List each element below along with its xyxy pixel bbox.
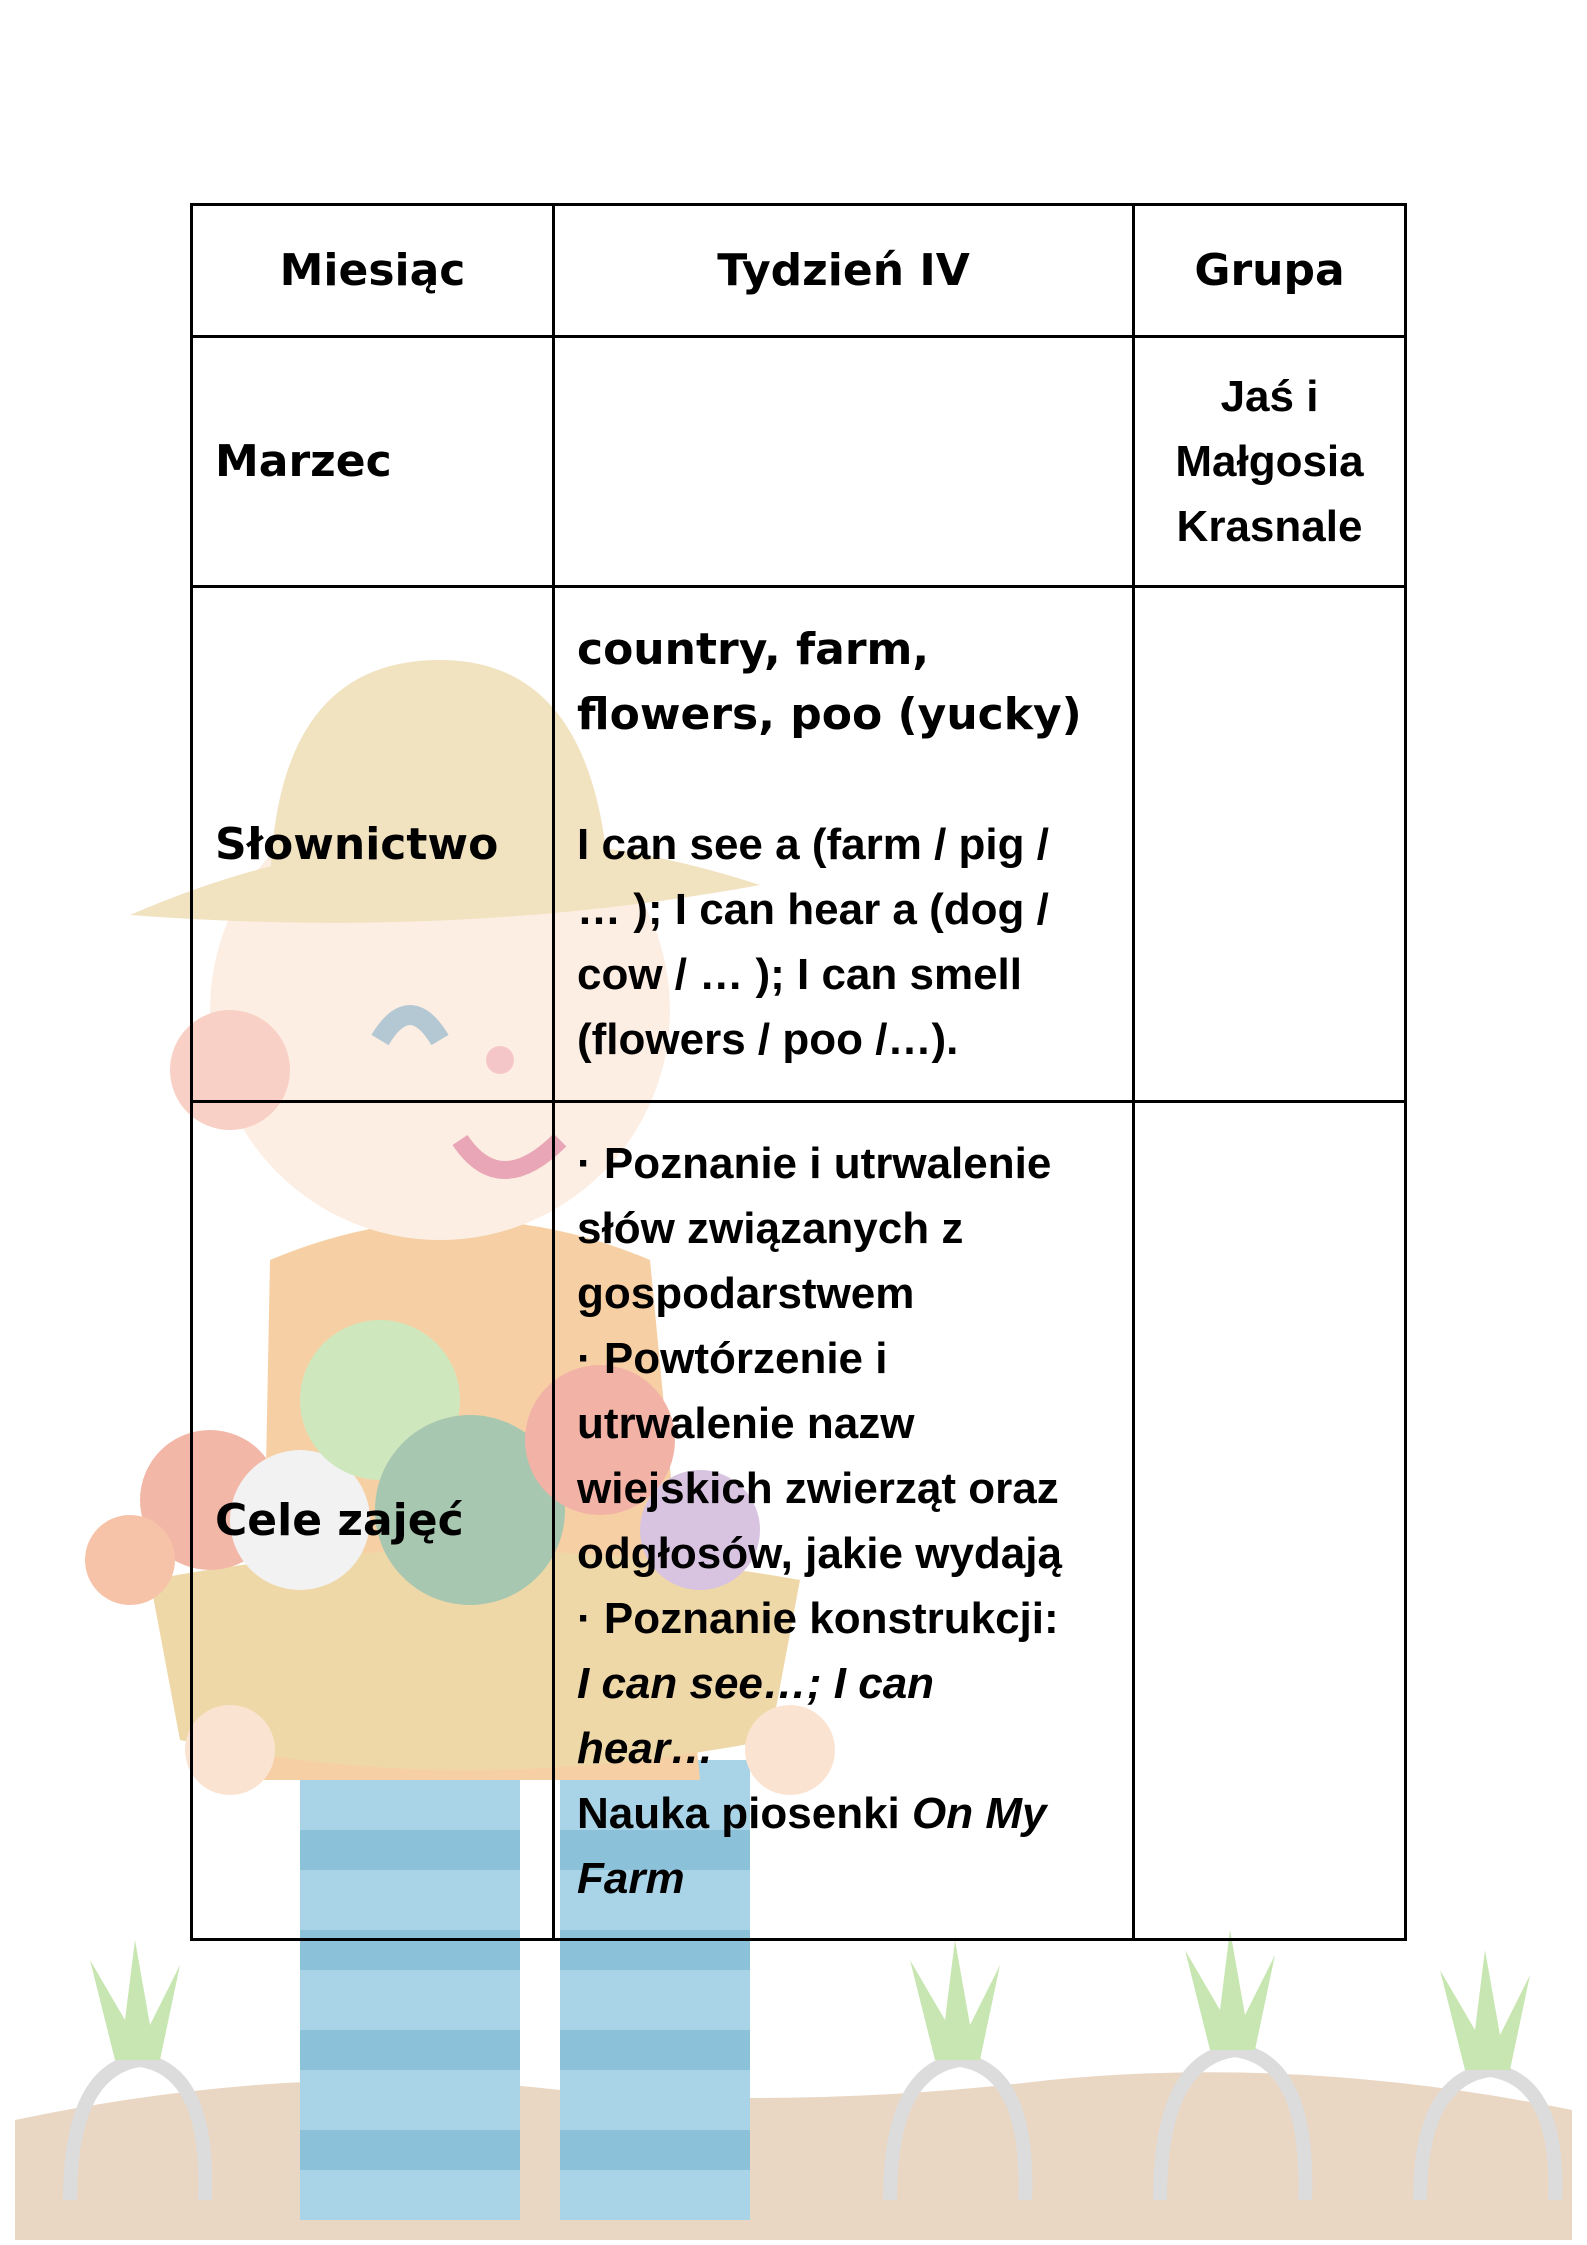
vocabulary-content [554, 587, 1134, 1102]
vocabulary-phrase-line: … ); I can hear a (dog / [577, 884, 1049, 934]
vocabulary-words [577, 617, 1110, 747]
table-row-vocabulary [192, 587, 1406, 1102]
group-line: Małgosia [1175, 437, 1364, 486]
vocabulary-group-cell [1134, 587, 1406, 1102]
goal-line: wiejskich zwierząt oraz [577, 1463, 1059, 1513]
goal-italic-line: hear… [577, 1723, 714, 1773]
song-title: On My [912, 1788, 1047, 1838]
table-header-row [192, 205, 1406, 337]
month-value: Marzec [192, 337, 554, 587]
group-line: Jaś i [1220, 372, 1319, 421]
vocabulary-words-line: flowers, poo (yucky) [577, 688, 1082, 740]
goal-line: utrwalenie nazw [577, 1398, 915, 1448]
group-value [1134, 337, 1406, 587]
song-prefix: Nauka piosenki [577, 1788, 913, 1838]
vocabulary-phrase-line: I can see a (farm / pig / [577, 819, 1049, 869]
goals-label: Cele zajęć [192, 1102, 554, 1940]
goal-line: · Poznanie i utrwalenie [577, 1138, 1052, 1188]
header-week: Tydzień IV [554, 205, 1134, 337]
goal-line: odgłosów, jakie wydają [577, 1528, 1062, 1578]
lesson-plan-table [190, 203, 1407, 1941]
goal-line: · Poznanie konstrukcji: [577, 1593, 1059, 1643]
goals-content [554, 1102, 1134, 1940]
group-line: Krasnale [1176, 502, 1363, 551]
header-month: Miesiąc [192, 205, 554, 337]
week-value [554, 337, 1134, 587]
vocabulary-phrase-line: (flowers / poo /…). [577, 1014, 959, 1064]
table-row-month [192, 337, 1406, 587]
goal-line: · Powtórzenie i [577, 1333, 888, 1383]
goal-line: słów związanych z [577, 1203, 964, 1253]
vocabulary-words-line: country, farm, [577, 623, 930, 675]
goal-line: gospodarstwem [577, 1268, 915, 1318]
vocabulary-label: Słownictwo [192, 587, 554, 1102]
goals-group-cell [1134, 1102, 1406, 1940]
vocabulary-phrases [577, 812, 1110, 1072]
table-row-goals [192, 1102, 1406, 1940]
goal-italic-line: I can see…; I can [577, 1658, 935, 1708]
header-group: Grupa [1134, 205, 1406, 337]
song-title-continued: Farm [577, 1853, 685, 1903]
vocabulary-phrase-line: cow / … ); I can smell [577, 949, 1023, 999]
